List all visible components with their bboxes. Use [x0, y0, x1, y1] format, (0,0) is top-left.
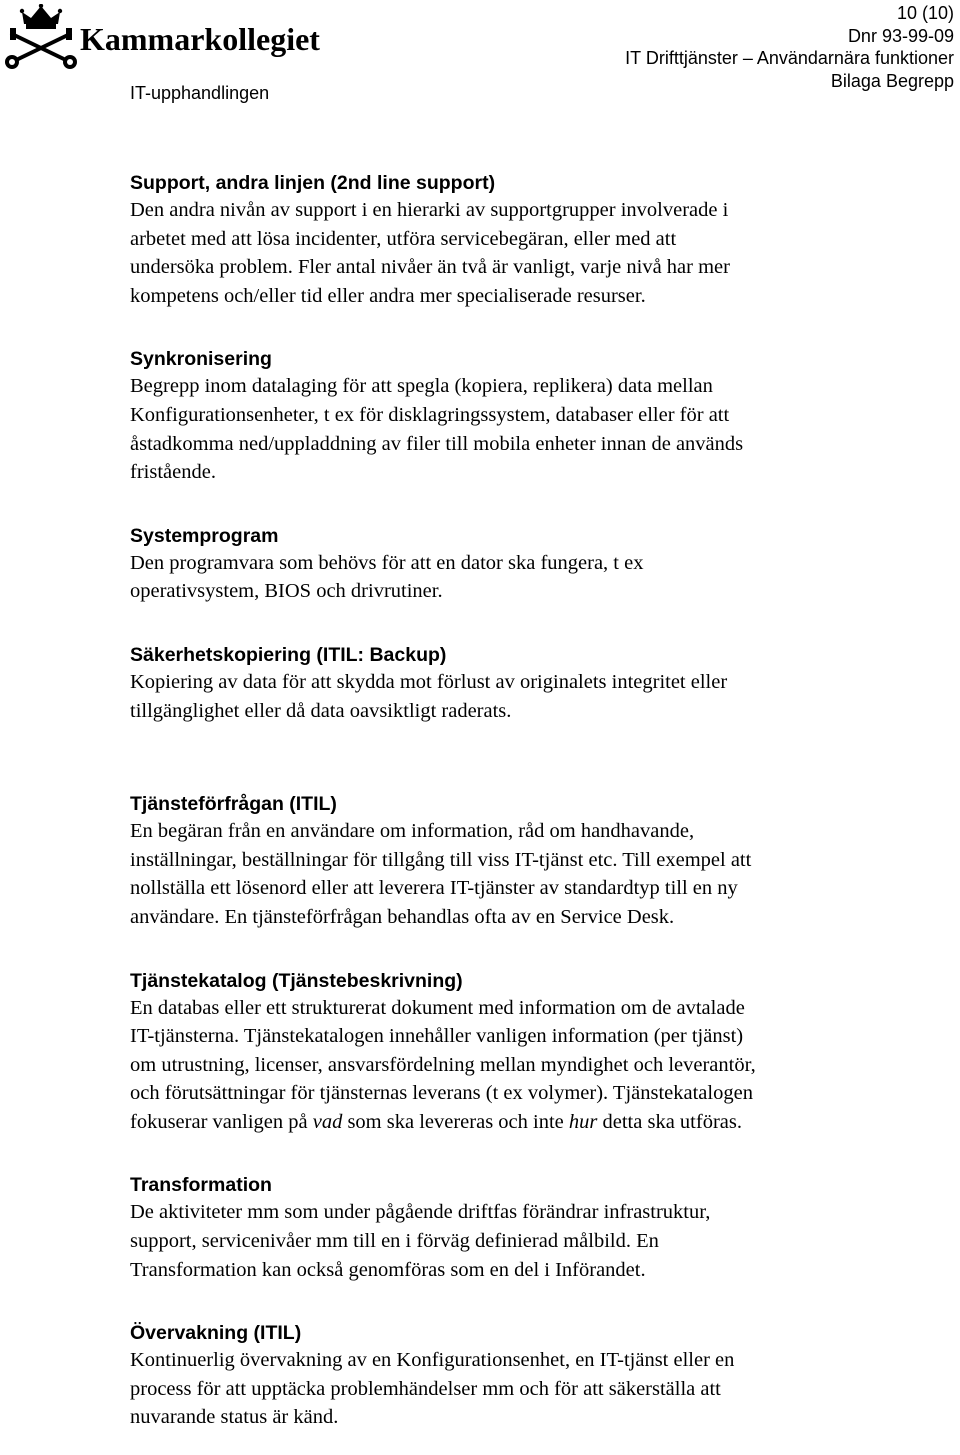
definition-line: nuvarande status är känd. [130, 1406, 339, 1429]
document-number: Dnr 93-99-09 [847, 25, 954, 46]
term-definition [130, 372, 930, 486]
definition-line: användare. En tjänsteförfrågan behandlas ofta av en Service Desk. [130, 905, 675, 928]
definition-line: En databas eller ett strukturerat dokument med information om de avtalade [130, 996, 745, 1019]
definition-line: operativsystem, BIOS och drivrutiner. [130, 580, 443, 603]
text-fragment: fokuserar vanligen på [130, 1110, 313, 1133]
glossary-content [130, 170, 930, 1432]
definition-line: Transformation kan också genomföras som en del i Införandet. [130, 1258, 646, 1281]
term-heading: Synkronisering [130, 348, 272, 371]
definition-line: undersöka problem. Fler antal nivåer än två är vanligt, varje nivå har mer [130, 256, 730, 279]
document-title: IT Drifttjänster – Användarnära funktioner [625, 48, 954, 68]
org-name: Kammarkollegiet [80, 21, 320, 57]
glossary-entry [130, 1172, 930, 1284]
term-heading: Support, andra linjen (2nd line support) [130, 172, 496, 194]
definition-line-emphasis [130, 1108, 930, 1137]
definition-line: inställningar, beställningar för tillgång till viss IT-tjänst etc. Till exempel att [130, 848, 752, 871]
term-definition [130, 1198, 930, 1284]
term-heading: Säkerhetskopiering (ITIL: Backup) [130, 643, 447, 666]
header-right-block [625, 2, 954, 92]
definition-line: om utrustning, licenser, ansvarsfördelning mellan myndighet och leverantör, [130, 1053, 756, 1076]
glossary-entry [130, 791, 930, 931]
term-definition [130, 1346, 930, 1432]
definition-line: Begrepp inom datalaging för att spegla (kopiera, replikera) data mellan [130, 375, 713, 398]
term-heading: Tjänsteförfrågan (ITIL) [130, 793, 337, 816]
definition-line: Kontinuerlig övervakning av en Konfigurationsenhet, en IT-tjänst eller en [130, 1349, 735, 1372]
glossary-entry [130, 1320, 930, 1432]
term-definition [130, 549, 930, 606]
term-heading: Transformation [130, 1174, 272, 1197]
header-left-label: IT-upphandlingen [130, 83, 270, 103]
text-fragment: som ska levereras och inte [342, 1110, 569, 1133]
term-definition [130, 196, 930, 310]
definition-line: De aktiviteter mm som under pågående driftfas förändrar infrastruktur, [130, 1201, 711, 1224]
term-heading: Systemprogram [130, 524, 279, 547]
definition-line: och förutsättningar för tjänsternas leverans (t ex volymer). Tjänstekatalogen [130, 1082, 753, 1105]
definition-line: nollställa ett lösenord eller att leverera IT-tjänster av standardtyp till en ny [130, 877, 738, 900]
glossary-entry [130, 642, 930, 725]
kammarkollegiet-logo [4, 4, 324, 72]
glossary-entry [130, 968, 930, 1137]
definition-line: kompetens och/eller tid eller andra mer specialiserade resurser. [130, 284, 646, 307]
definition-line: åstadkomma ned/uppladdning av filer till mobila enheter innan de används [130, 432, 744, 455]
definition-line: Kopiering av data för att skydda mot förlust av originalets integritet eller [130, 670, 728, 693]
page-number: 10 (10) [896, 3, 954, 23]
definition-line: fristående. [130, 461, 216, 484]
term-definition [130, 817, 930, 931]
definition-line: Konfigurationsenheter, t ex för disklagringssystem, databaser eller för att [130, 403, 730, 426]
definition-line: IT-tjänsterna. Tjänstekatalogen innehåller vanligen information (per tjänst) [130, 1025, 744, 1048]
term-definition [130, 668, 930, 725]
text-fragment: detta ska utföras. [597, 1110, 742, 1133]
definition-line: En begäran från en användare om information, råd om handhavande, [130, 820, 695, 843]
attachment-label: Bilaga Begrepp [830, 70, 954, 91]
emphasis-word: vad [312, 1110, 343, 1133]
emphasis-word: hur [568, 1110, 598, 1133]
definition-line: support, servicenivåer mm till en i förväg definierad målbild. En [130, 1230, 659, 1253]
glossary-entry [130, 170, 930, 310]
definition-line: process för att upptäcka problemhändelser mm och för att säkerställa att [130, 1377, 721, 1400]
definition-line: tillgänglighet eller då data oavsiktligt raderats. [130, 699, 512, 722]
definition-line: arbetet med att lösa incidenter, utföra servicebegäran, eller med att [130, 227, 677, 250]
glossary-entry [130, 346, 930, 486]
term-heading: Tjänstekatalog (Tjänstebeskrivning) [130, 969, 463, 992]
term-heading: Övervakning (ITIL) [130, 1322, 302, 1345]
definition-line: Den andra nivån av support i en hierarki av supportgrupper involverade i [130, 199, 729, 221]
glossary-entry [130, 523, 930, 606]
definition-line: Den programvara som behövs för att en dator ska fungera, t ex [130, 551, 644, 574]
crown-keys-emblem [4, 4, 324, 72]
term-definition [130, 994, 930, 1137]
